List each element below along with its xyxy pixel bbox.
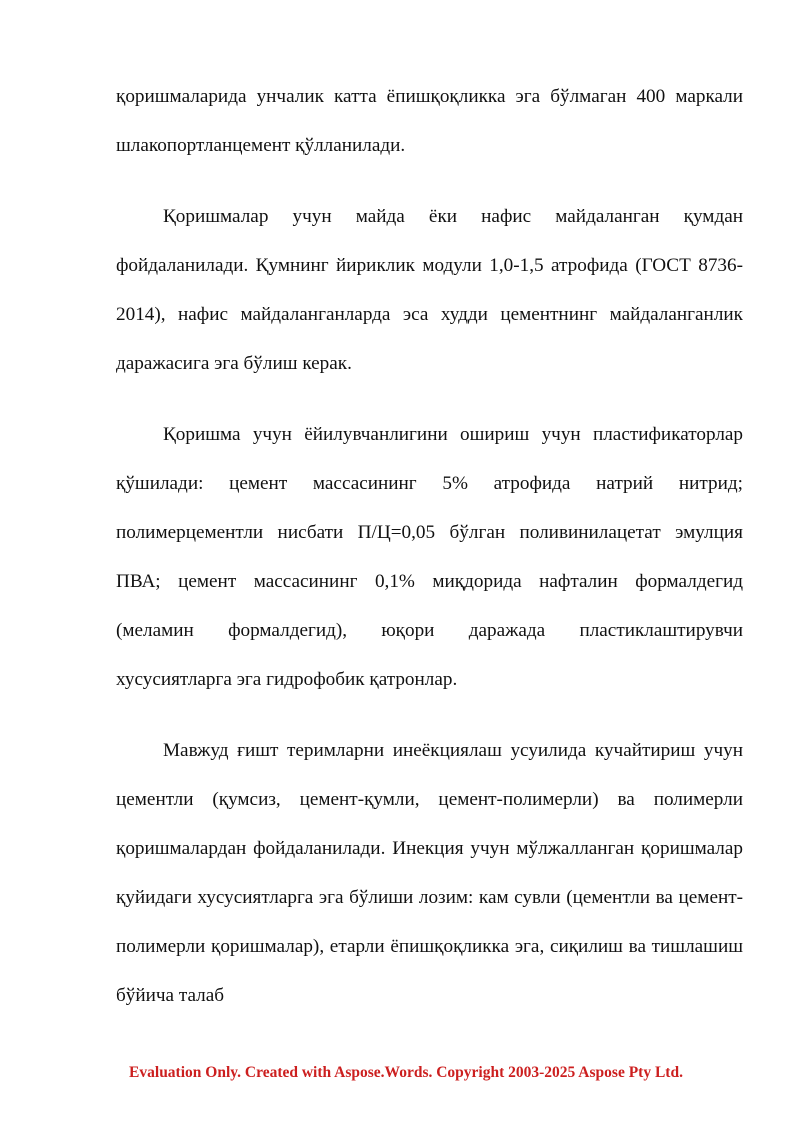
paragraph-spacer	[116, 388, 743, 410]
evaluation-watermark: Evaluation Only. Created with Aspose.Words. Copyright 2003-2025 Aspose Pty Ltd.	[129, 1064, 683, 1081]
paragraph-4: Мавжуд ғишт теримларни инеёкциялаш усуилида кучайтириш учун цементли (қумсиз, цемент-қумли, цемент-полимерли) ва полимерли қоришмалардан фойдаланилади. Инекция учун мўлжалланган қоришмалар қуйидаги хусусиятларга эга бўлиши лозим: кам сувли (цементли ва цемент-полимерли қоришмалар), етарли ёпишқоқликка эга, сиқилиш ва тишлашиш бўйича талаб	[116, 740, 743, 1006]
document-page	[116, 72, 743, 1020]
paragraph-spacer	[116, 170, 743, 192]
paragraph-1: қоришмаларида унчалик катта ёпишқоқликка эга бўлмаган 400 маркали шлакопортланцемент қўлланилади.	[116, 86, 743, 156]
paragraph-spacer	[116, 704, 743, 726]
paragraph-3: Қоришма учун ёйилувчанлигини ошириш учун пластификаторлар қўшилади: цемент массасининг 5% атрофида натрий нитрид; полимерцементли нисбати П/Ц=0,05 бўлган поливинилацетат эмулция ПВА; цемент массасининг 0,1% миқдорида нафталин формалдегид (меламин формалдегид), юқори даражада пластиклаштирувчи хусусиятларга эга гидрофобик қатронлар.	[116, 424, 743, 690]
paragraph-2: Қоришмалар учун майда ёки нафис майдаланган қумдан фойдаланилади. Қумнинг йириклик модули 1,0-1,5 атрофида (ГОСТ 8736-2014), нафис майдаланганларда эса худди цементнинг майдаланганлик даражасига эга бўлиш керак.	[116, 206, 743, 374]
